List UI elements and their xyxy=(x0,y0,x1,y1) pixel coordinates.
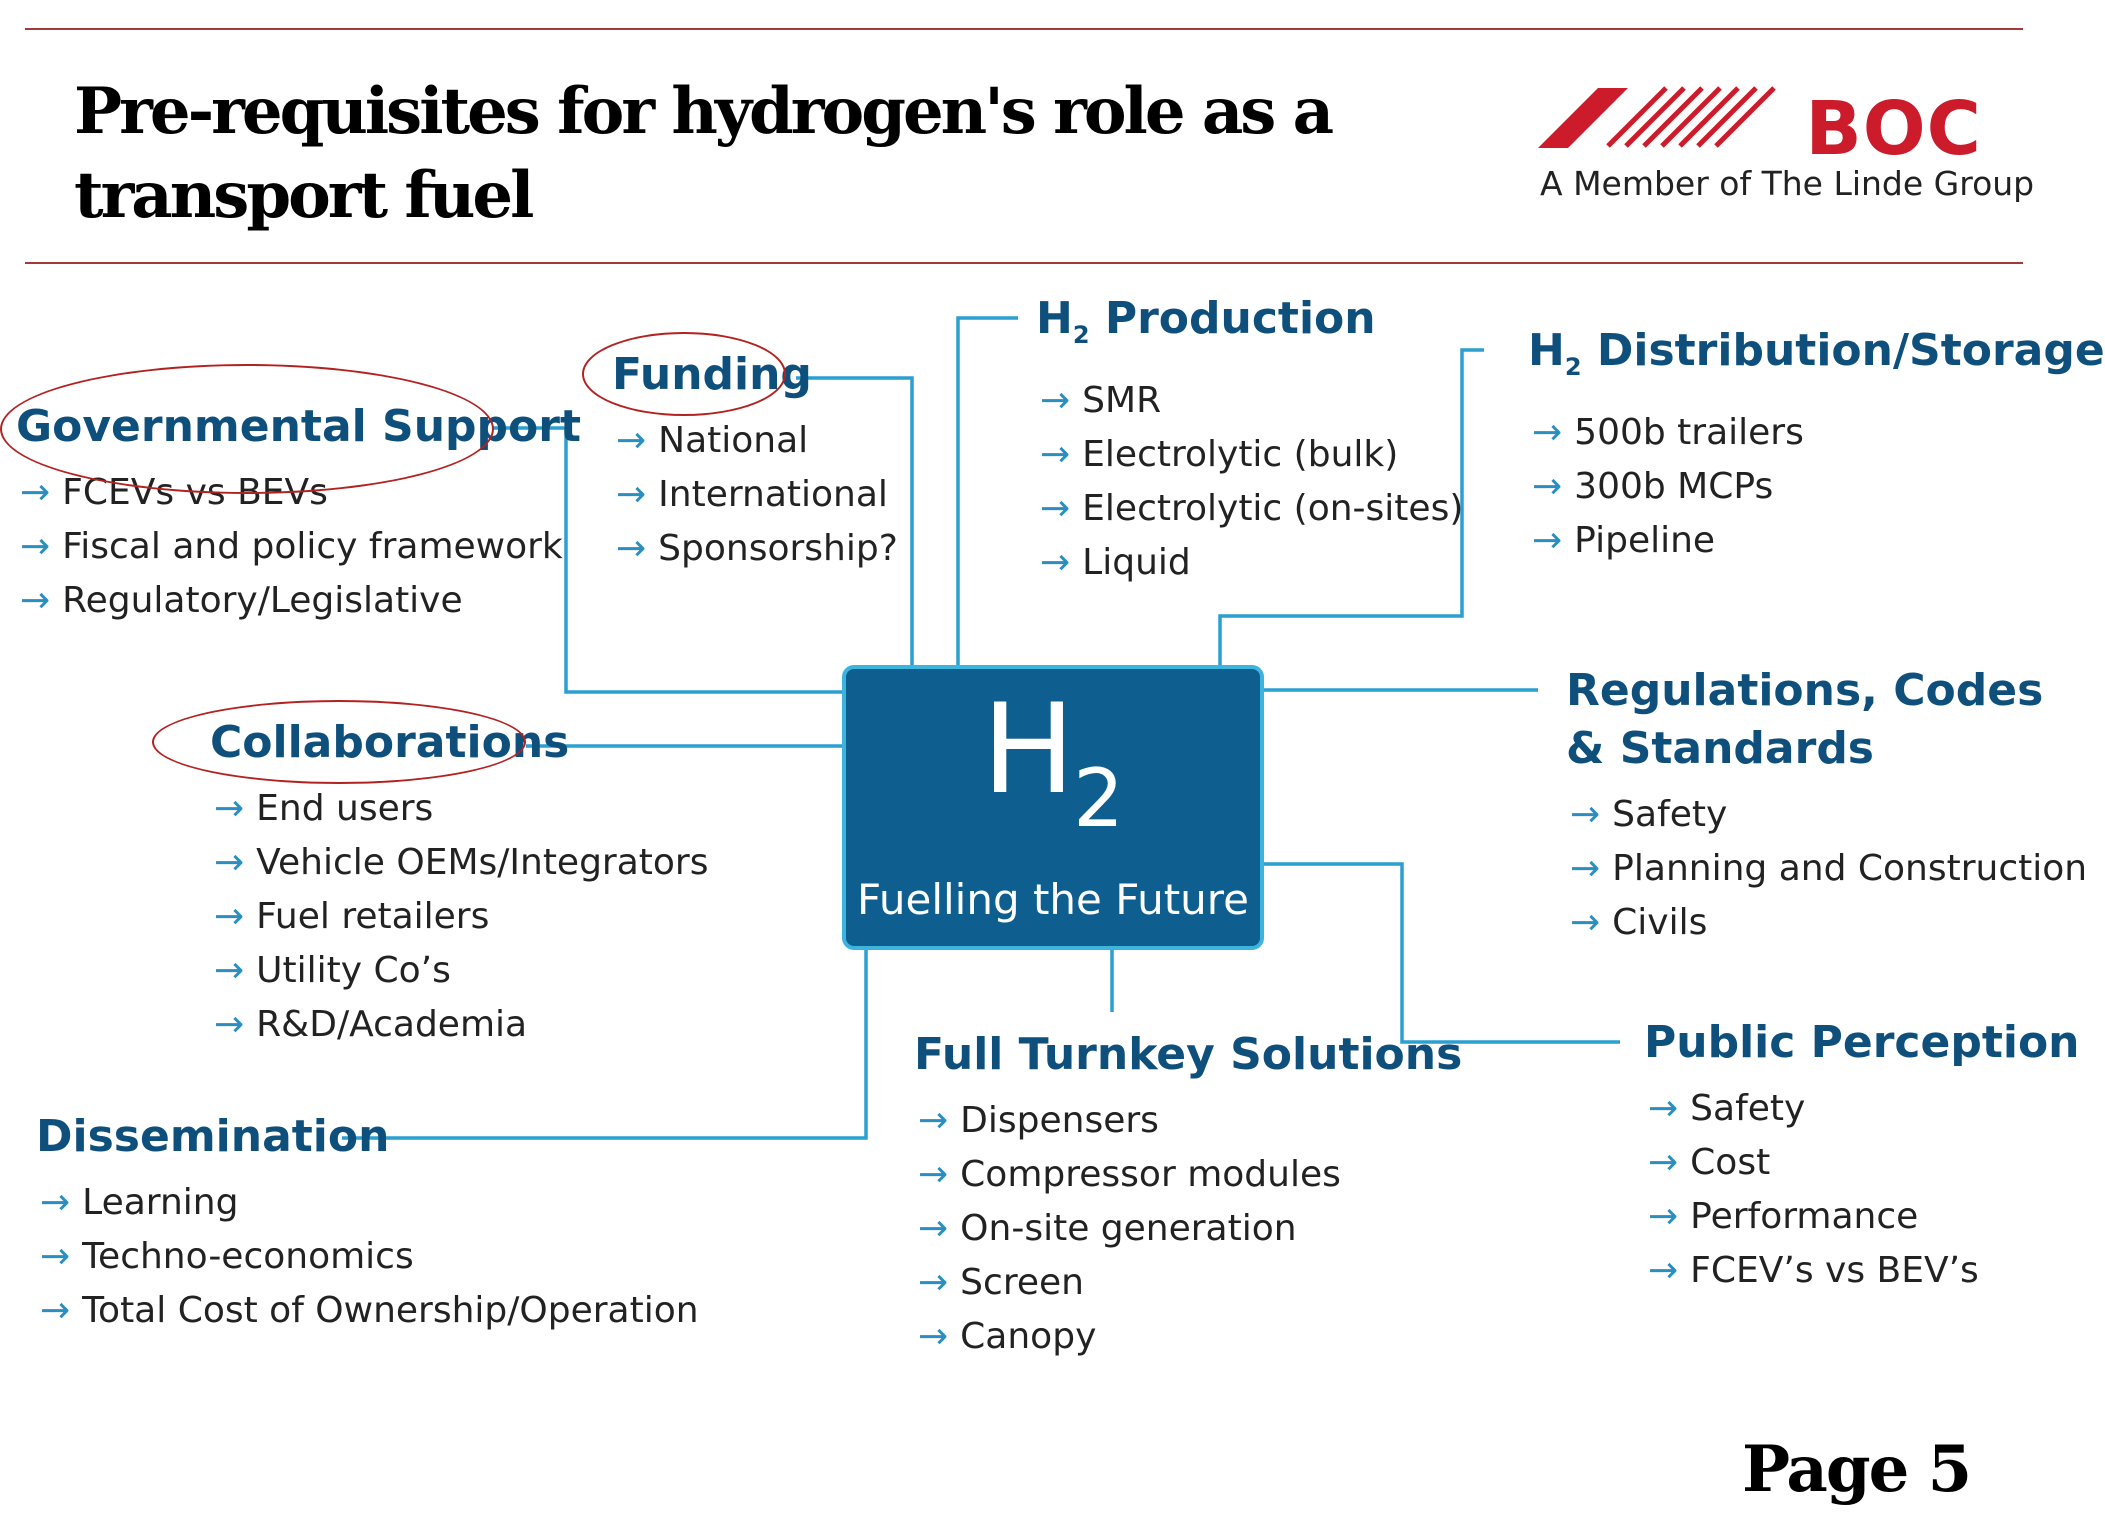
arrow-icon: → xyxy=(1040,379,1071,421)
arrow-icon: → xyxy=(918,1154,949,1195)
logo-subtitle: A Member of The Linde Group xyxy=(1540,164,2035,203)
arrow-icon: → xyxy=(1570,794,1601,835)
node-regulations-codes-standards xyxy=(1566,662,2087,950)
arrow-icon: → xyxy=(40,1290,71,1331)
list-item: → End users xyxy=(214,788,434,829)
list-item: → Pipeline xyxy=(1532,519,1716,561)
arrow-icon: → xyxy=(918,1100,949,1141)
list-item: → Screen xyxy=(918,1262,1084,1303)
arrow-icon: → xyxy=(616,420,647,461)
arrow-icon: → xyxy=(214,842,245,883)
highlight-circle-collaborations xyxy=(152,700,526,784)
list-item: → Techno-economics xyxy=(40,1236,414,1277)
list-item: → Electrolytic (bulk) xyxy=(1040,433,1399,475)
node-public-perception xyxy=(1644,1014,2080,1298)
arrow-icon: → xyxy=(1532,519,1563,561)
arrow-icon: → xyxy=(616,528,647,569)
arrow-icon: → xyxy=(1648,1142,1679,1183)
list-item: → Planning and Construction xyxy=(1570,848,2088,889)
arrow-icon: → xyxy=(918,1208,949,1249)
arrow-icon: → xyxy=(1040,487,1071,529)
arrow-icon: → xyxy=(20,526,51,567)
arrow-icon: → xyxy=(616,474,647,515)
node-full-turnkey-solutions xyxy=(914,1026,1462,1364)
list-item: → Canopy xyxy=(918,1316,1097,1357)
arrow-icon: → xyxy=(918,1262,949,1303)
arrow-icon: → xyxy=(918,1316,949,1357)
arrow-icon: → xyxy=(1570,848,1601,889)
list-item: → Dispensers xyxy=(918,1100,1159,1141)
list-item: → Cost xyxy=(1648,1142,1771,1183)
node-title: Funding xyxy=(612,349,812,400)
node-title: & Standards xyxy=(1566,723,1874,774)
hub-symbol: $H_2$ xyxy=(981,678,1125,845)
list-item: → Fiscal and policy framework xyxy=(20,526,563,567)
node-title: Governmental Support xyxy=(16,401,581,452)
list-item: → On-site generation xyxy=(918,1208,1297,1249)
highlight-circle-governmental xyxy=(0,364,494,494)
arrow-icon: → xyxy=(214,1004,245,1045)
list-item: → Learning xyxy=(40,1182,239,1223)
arrow-icon: → xyxy=(214,896,245,937)
list-item: → Total Cost of Ownership/Operation xyxy=(40,1290,699,1331)
node-h2-production xyxy=(1036,290,1463,590)
list-item: → Liquid xyxy=(1040,541,1191,583)
page-title: Pre-requisites for hydrogen's role as a transport fuel xyxy=(74,74,1332,233)
list-item: → Fuel retailers xyxy=(214,896,490,937)
list-item: → 300b MCPs xyxy=(1532,465,1774,507)
node-dissemination xyxy=(36,1108,699,1338)
page-number: Page 5 xyxy=(1742,1432,1971,1507)
arrow-icon: → xyxy=(1532,411,1563,453)
node-title: $H_2$ Production xyxy=(1036,293,1376,349)
arrow-icon: → xyxy=(1532,465,1563,507)
node-title: Dissemination xyxy=(36,1111,390,1162)
arrow-icon: → xyxy=(40,1182,71,1223)
hub-h2 xyxy=(842,665,1264,950)
list-item: → Civils xyxy=(1570,902,1708,943)
hub-tagline: Fuelling the Future xyxy=(857,875,1249,924)
connector-production xyxy=(958,318,1018,665)
arrow-icon: → xyxy=(20,472,51,513)
list-item: → Compressor modules xyxy=(918,1154,1341,1195)
arrow-icon: → xyxy=(1570,902,1601,943)
arrow-icon: → xyxy=(20,580,51,621)
list-item: → Electrolytic (on-sites) xyxy=(1040,487,1464,529)
node-title: Regulations, Codes xyxy=(1566,665,2044,716)
list-item: → National xyxy=(616,420,809,461)
list-item: → Vehicle OEMs/Integrators xyxy=(214,842,709,883)
list-item: → Utility Co’s xyxy=(214,950,451,991)
list-item: → FCEV’s vs BEV’s xyxy=(1648,1250,1979,1291)
list-item: → Performance xyxy=(1648,1196,1919,1237)
list-item: → R&D/Academia xyxy=(214,1004,528,1045)
node-title: Collaborations xyxy=(210,717,570,768)
list-item: → Sponsorship? xyxy=(616,528,898,569)
list-item: → International xyxy=(616,474,888,515)
arrow-icon: → xyxy=(40,1236,71,1277)
list-item: → FCEVs vs BEVs xyxy=(20,472,328,513)
node-h2-distribution-storage xyxy=(1528,322,2105,568)
node-title: Public Perception xyxy=(1644,1017,2080,1068)
list-item: → Safety xyxy=(1648,1088,1806,1129)
highlight-circle-funding xyxy=(582,332,786,416)
node-title: $H_2$ Distribution/Storage xyxy=(1528,325,2105,381)
arrow-icon: → xyxy=(1648,1088,1679,1129)
arrow-icon: → xyxy=(214,950,245,991)
arrow-icon: → xyxy=(1648,1250,1679,1291)
list-item: → SMR xyxy=(1040,379,1162,421)
arrow-icon: → xyxy=(214,788,245,829)
arrow-icon: → xyxy=(1040,433,1071,475)
list-item: → 500b trailers xyxy=(1532,411,1804,453)
boc-logo-text: BOC xyxy=(1805,86,1982,172)
arrow-icon: → xyxy=(1040,541,1071,583)
list-item: → Regulatory/Legislative xyxy=(20,580,463,621)
arrow-icon: → xyxy=(1648,1196,1679,1237)
list-item: → Safety xyxy=(1570,794,1728,835)
node-title: Full Turnkey Solutions xyxy=(914,1029,1463,1080)
